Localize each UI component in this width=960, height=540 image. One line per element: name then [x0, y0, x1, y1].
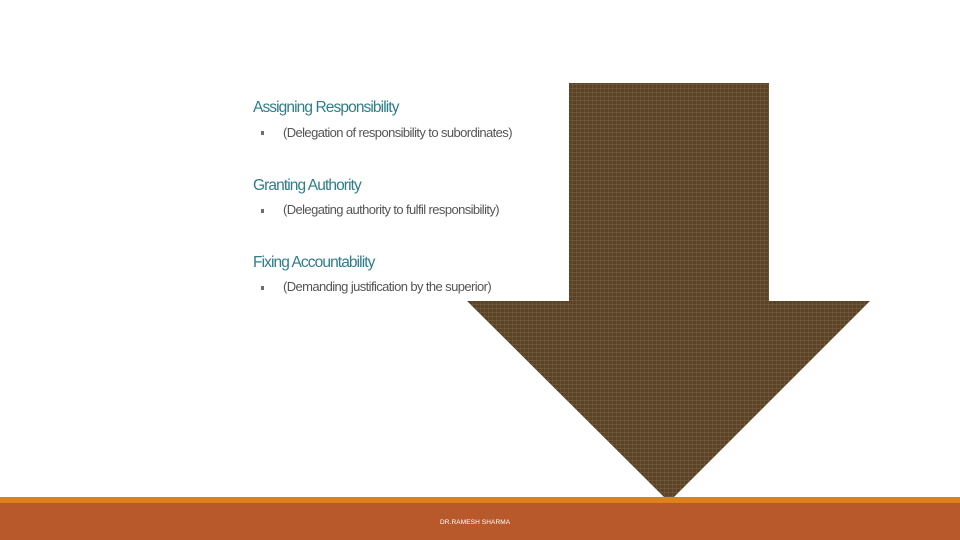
footer-author: DR.RAMESH SHARMA: [440, 519, 511, 526]
bullet-icon: [261, 131, 264, 135]
item-detail: (Demanding justification by the superior): [283, 279, 492, 294]
bullet-icon: [261, 209, 264, 213]
item-heading: Fixing Accountability: [253, 254, 375, 271]
item-detail: (Delegating authority to fulfil responsibility): [283, 202, 500, 217]
item-fixing-accountability: [253, 254, 492, 294]
item-assigning-responsibility: [253, 99, 512, 140]
item-detail: (Delegation of responsibility to subordinates): [283, 125, 512, 140]
item-granting-authority: [253, 177, 500, 217]
down-arrow-icon: [467, 83, 870, 502]
item-heading: Assigning Responsibility: [253, 99, 399, 116]
bullet-icon: [261, 286, 264, 290]
item-heading: Granting Authority: [253, 177, 361, 194]
